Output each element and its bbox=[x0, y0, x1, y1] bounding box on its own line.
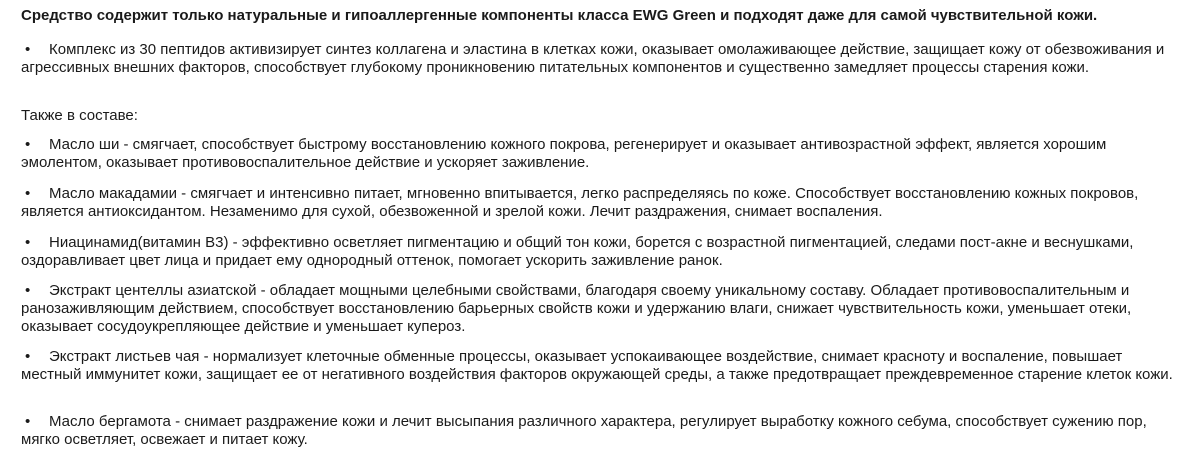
ingredient-item bbox=[21, 348, 1181, 384]
also-heading: Также в составе: bbox=[21, 107, 138, 124]
ingredient-item bbox=[21, 185, 1181, 221]
main-bullet-item bbox=[21, 41, 1181, 77]
bullet-icon: • bbox=[25, 185, 31, 202]
bullet-icon: • bbox=[25, 41, 31, 58]
ingredient-text: Масло ши - смягчает, способствует быстрому восстановлению кожного покрова, регенерирует и оказывает антивозрастной эффект, является хорошим эмолентом, оказывает противовоспалительное действие и ускоряет заживление. bbox=[21, 136, 1107, 171]
intro-text: Средство содержит только натуральные и гипоаллергенные компоненты класса EWG Green и подходят даже для самой чувствительной кожи. bbox=[21, 7, 1098, 24]
ingredient-text: Экстракт центеллы азиатской - обладает мощными целебными свойствами, благодаря своему уникальному составу. Обладает противовоспалительным и ранозаживляющим действием, способствует восстановлению барьерных свойств кожи и удержанию влаги, снижает чувствительность кожи, уменьшает отеки, оказывает сосудоукрепляющее действие и уменьшает купероз. bbox=[21, 282, 1132, 335]
ingredient-text: Ниацинамид(витамин B3) - эффективно осветляет пигментацию и общий тон кожи, борется с возрастной пигментацией, следами пост-акне и веснушками, оздоравливает цвет лица и придает ему однородный оттенок, помогает ускорить заживление ранок. bbox=[21, 234, 1134, 269]
bullet-icon: • bbox=[25, 413, 31, 430]
bullet-icon: • bbox=[25, 348, 31, 365]
main-bullet-text: Комплекс из 30 пептидов активизирует синтез коллагена и эластина в клетках кожи, оказывает омолаживающее действие, защищает кожу от обезвоживания и агрессивных внешних факторов, способствует глубокому проникновению питательных компонентов и существенно замедляет процессы старения кожи. bbox=[21, 41, 1165, 76]
ingredient-text: Масло бергамота - снимает раздражение кожи и лечит высыпания различного характера, регулирует выработку кожного себума, способствует сужению пор, мягко осветляет, освежает и питает кожу. bbox=[21, 413, 1147, 448]
ingredient-text: Масло макадамии - смягчает и интенсивно питает, мгновенно впитывается, легко распределяясь по коже. Способствует восстановлению кожных покровов, является антиоксидантом. Незаменимо для сухой, обезвоженной и зрелой кожи. Лечит раздражения, снимает воспаления. bbox=[21, 185, 1139, 220]
ingredient-item bbox=[21, 136, 1181, 172]
bullet-icon: • bbox=[25, 282, 31, 299]
ingredient-item bbox=[21, 282, 1181, 336]
ingredient-text: Экстракт листьев чая - нормализует клеточные обменные процессы, оказывает успокаивающее воздействие, снимает красноту и воспаление, повышает местный иммунитет кожи, защищает ее от негативного воздействия факторов окружающей среды, а также предотвращает преждевременное старение клеток кожи. bbox=[21, 348, 1173, 383]
bullet-icon: • bbox=[25, 234, 31, 251]
ingredient-item bbox=[21, 234, 1181, 270]
bullet-icon: • bbox=[25, 136, 31, 153]
ingredient-item bbox=[21, 413, 1181, 449]
